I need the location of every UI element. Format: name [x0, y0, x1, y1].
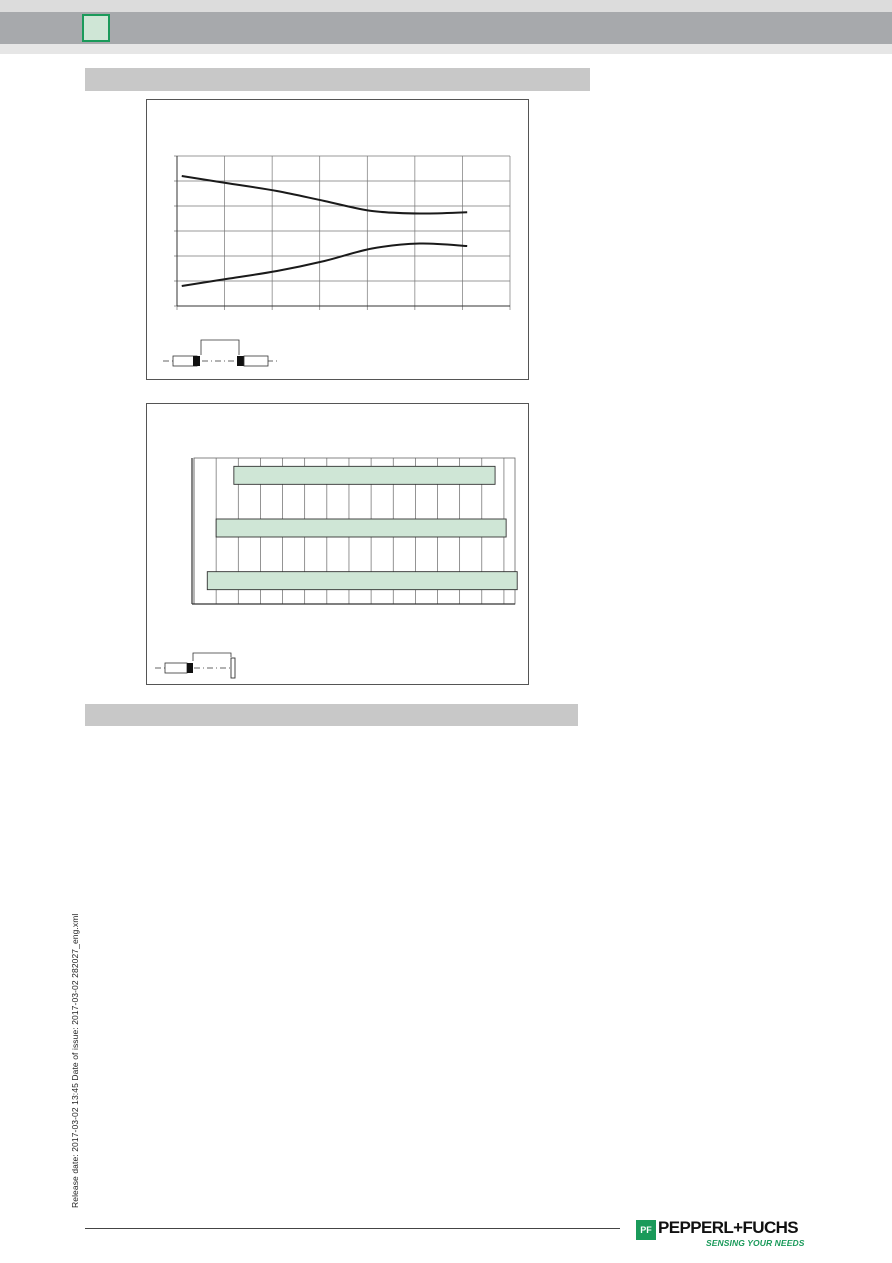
distance-bracket	[193, 653, 231, 661]
brand-logo	[636, 1218, 812, 1252]
header-bar	[0, 12, 892, 44]
sensor-pair-diagram-icon	[163, 340, 279, 366]
logo-wordmark: PEPPERL+FUCHS	[658, 1218, 799, 1237]
logo-tagline: SENSING YOUR NEEDS	[706, 1238, 805, 1248]
header-marker	[82, 14, 110, 42]
characteristic-curve-panel	[146, 99, 529, 380]
range-bar-1	[234, 466, 495, 484]
header-divider	[0, 44, 892, 54]
line-chart	[147, 100, 530, 381]
section-header-bar-2	[85, 704, 578, 726]
reflector-plate	[231, 658, 235, 678]
section-header-bar	[85, 68, 590, 91]
receiver-housing	[244, 356, 268, 366]
emitter-lens	[193, 356, 200, 366]
responsiveness-panel	[146, 403, 529, 685]
logo-mark-icon: PF	[636, 1220, 656, 1240]
sensor-reflector-diagram-icon	[155, 653, 235, 678]
top-strip	[0, 0, 892, 12]
sensor-housing	[165, 663, 187, 673]
sensor-lens	[187, 663, 193, 673]
release-info-text: Release date: 2017-03-02 13:45 Date of issue: 2017-03-02 282027_eng.xml	[70, 913, 80, 1208]
bar-chart	[147, 404, 530, 686]
range-bar-2	[216, 519, 506, 537]
receiver-lens	[237, 356, 244, 366]
distance-bracket	[201, 340, 239, 355]
range-bar-3	[207, 572, 517, 590]
footer-rule	[85, 1228, 620, 1229]
